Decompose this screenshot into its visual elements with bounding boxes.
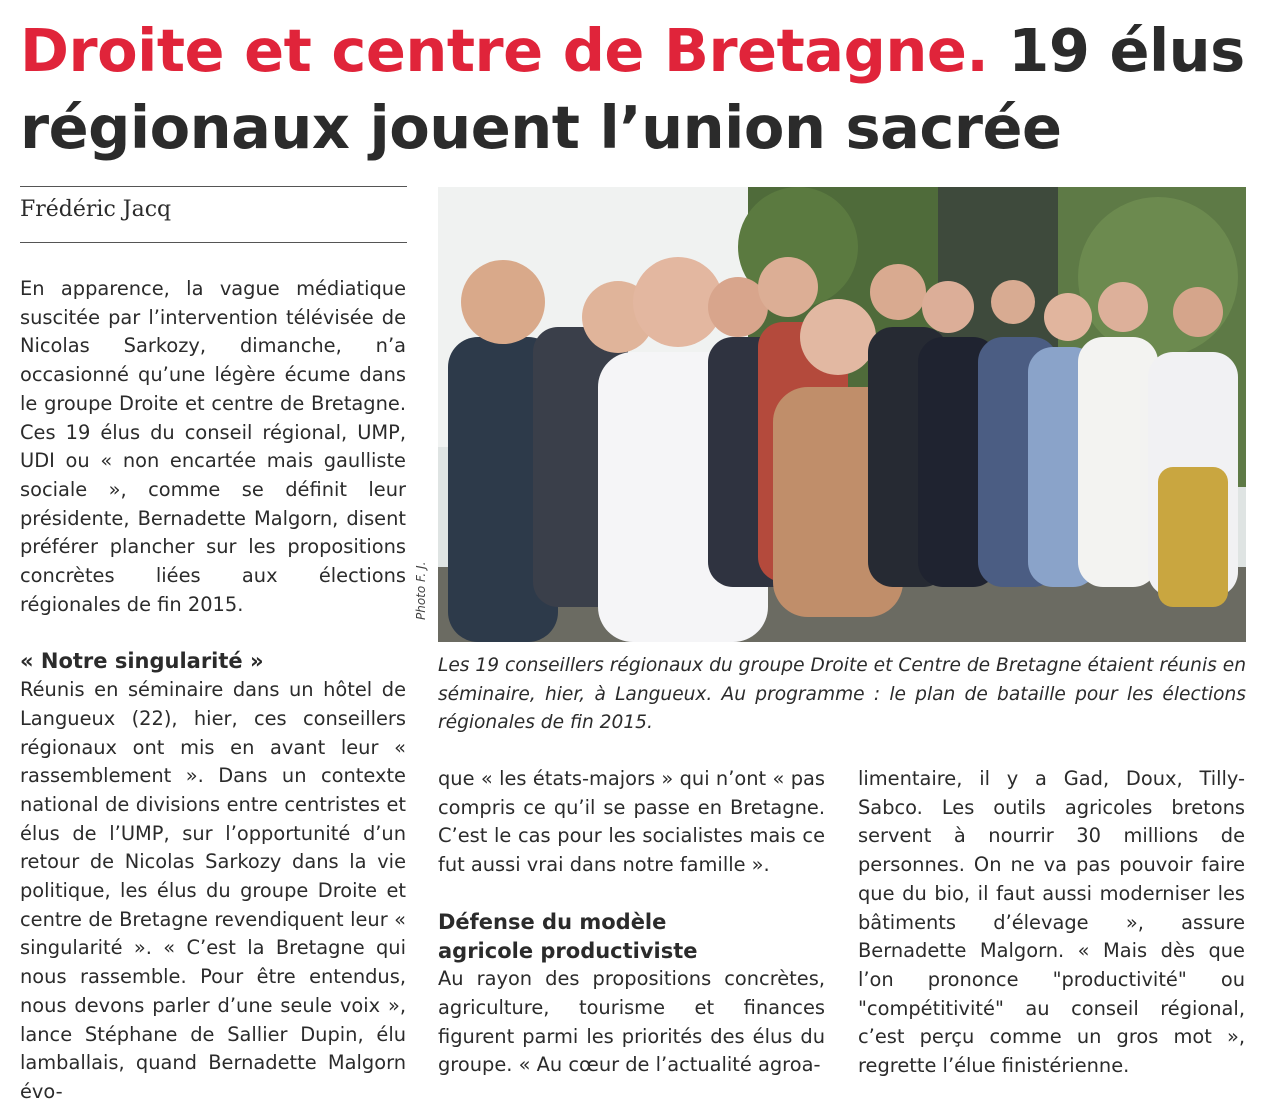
byline-top-rule — [20, 186, 407, 187]
body-paragraph-continued: que « les états-majors » qui n’ont « pas compris ce qu’il se passe en Bretagne. C’est le cas pour les socialistes mais ce fut aussi vrai dans notre famille ». — [438, 767, 825, 877]
subhead-agricole-line1: Défense du modèle — [438, 909, 667, 934]
byline-bottom-rule — [20, 242, 407, 243]
byline: Frédéric Jacq — [20, 197, 172, 222]
group-photo — [438, 187, 1246, 642]
intro-paragraph: En apparence, la vague médiatique suscitée par l’intervention télévisée de Nicolas Sarkozy, dimanche, n’a occasionné qu’une légère écume dans le groupe Droite et centre de Bretagne. Ces 19 élus du conseil régional, UMP, UDI ou « non encartée mais gaulliste sociale », comme se définit leur présidente, Bernadette Malgorn, disent préférer plancher sur les propositions concrètes liées aux élections régionales de fin 2015. — [20, 277, 406, 616]
photo-caption: Les 19 conseillers régionaux du groupe Droite et Centre de Bretagne étaient réunis en séminaire, hier, à Langueux. Au programme : le plan de bataille pour les élections régionales de fin 2015. — [438, 655, 1246, 733]
headline — [20, 12, 1260, 166]
subhead-agricole-line2: agricole productiviste — [438, 938, 698, 963]
body-paragraph-agricole: Au rayon des propositions concrètes, agriculture, tourisme et finances figurent parmi les priorités des élus du groupe. « Au cœur de l’actualité agroa- — [438, 967, 825, 1077]
column-1 — [20, 275, 406, 1107]
subhead-singularite: « Notre singularité » — [20, 649, 264, 674]
photo-credit: Photo F. J. — [414, 561, 428, 620]
headline-kicker: Droite et centre de Bretagne. — [20, 16, 989, 85]
column-2 — [438, 765, 825, 1080]
body-paragraph-agricole-continued: limentaire, il y a Gad, Doux, Tilly-Sabco. Les outils agricoles bretons servent à nourrir 30 millions de personnes. On ne va pas pouvoir faire que du bio, il faut aussi moderniser les bâtiments d’élevage », assure Bernadette Malgorn. « Mais dès que l’on prononce "productivité" ou "compétitivité" au conseil régional, c’est perçu comme un gros mot », regrette l’élue finistérienne. — [858, 767, 1245, 1078]
headline-title: 19 élus régionaux jouent l’union sacrée — [20, 16, 1245, 162]
column-3 — [858, 765, 1245, 1081]
body-paragraph: Réunis en séminaire dans un hôtel de Langueux (22), hier, ces conseillers régionaux ont mis en avant leur « rassemblement ». Dans un contexte national de divisions entre centristes et élus de l’UMP, sur l’opportunité d’un retour de Nicolas Sarkozy dans la vie politique, les élus du groupe Droite et centre de Bretagne revendiquent leur « singularité ». « C’est la Bretagne qui nous rassemble. Pour être entendus, nous devons parler d’une seule voix », lance Stéphane de Sallier Dupin, élu lamballais, quand Bernadette Malgorn évo- — [20, 678, 406, 1103]
